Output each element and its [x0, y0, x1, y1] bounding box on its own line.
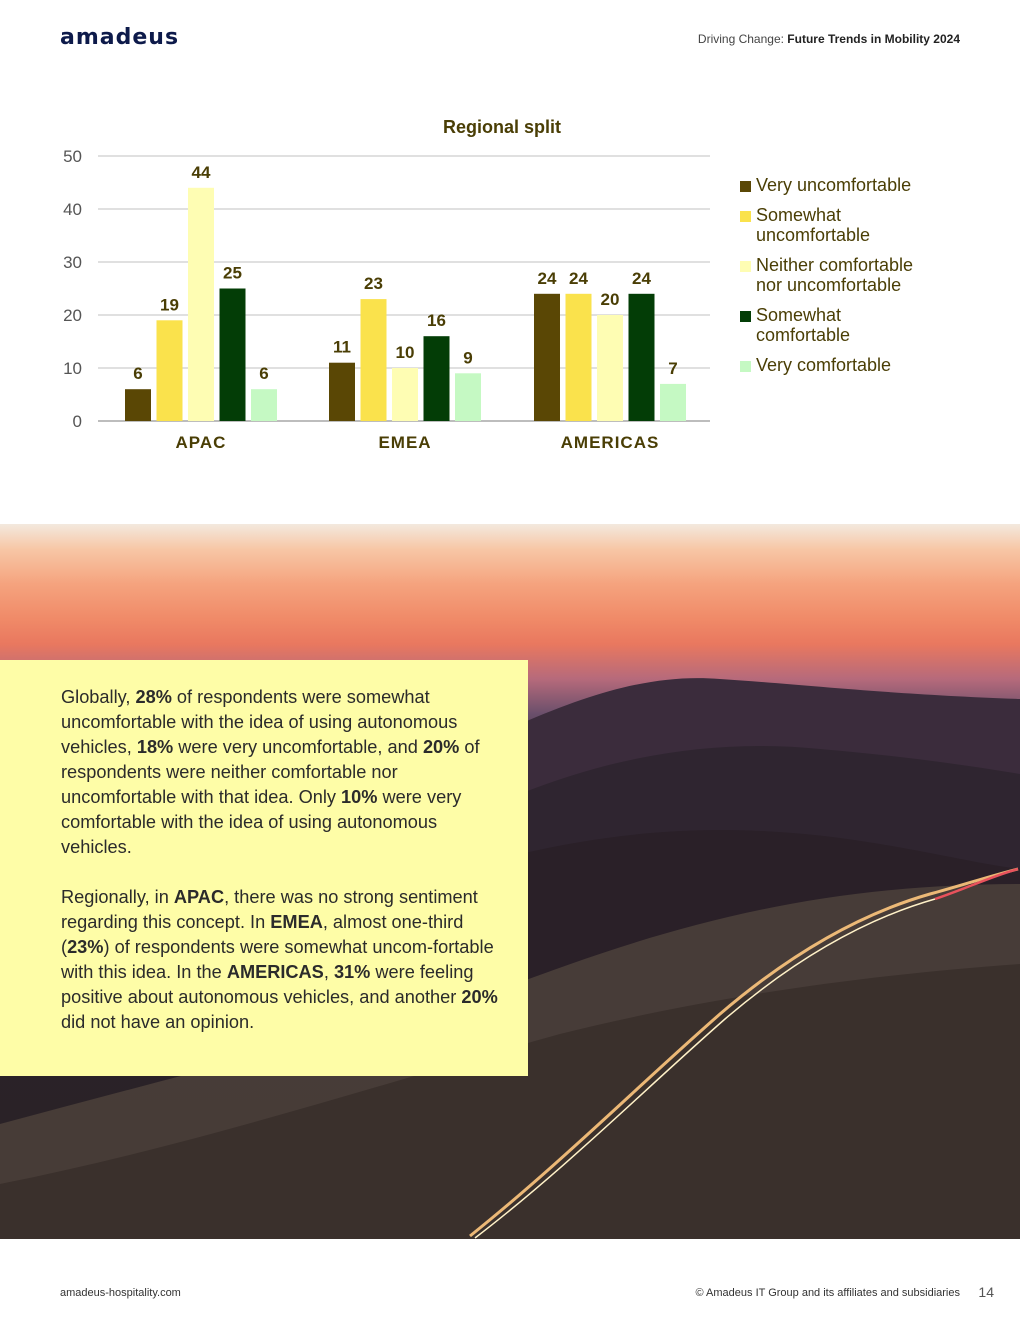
legend-item: [740, 355, 990, 375]
data-label: 23: [364, 274, 383, 294]
legend-label: uncomfortable: [756, 225, 871, 245]
text-run: were very comfortable with the idea of using autonomous vehicles.: [61, 787, 462, 857]
legend-label: Somewhat: [756, 305, 842, 325]
page-number: 14: [978, 1284, 994, 1300]
bar: [392, 368, 418, 421]
chart-legend: [740, 175, 990, 385]
summary-text: [61, 685, 506, 1060]
highlight-figure: 31%: [333, 962, 371, 982]
bar: [329, 363, 355, 421]
legend-swatch: [740, 211, 751, 222]
legend-label: Neither comfortable: [756, 255, 914, 275]
bar: [424, 336, 450, 421]
footer-website[interactable]: amadeus-hospitality.com: [60, 1287, 181, 1299]
data-label: 25: [223, 263, 242, 283]
text-run: Globally,: [61, 687, 136, 707]
y-tick-label: 40: [63, 200, 82, 219]
bar: [629, 294, 655, 421]
data-label: 44: [191, 162, 211, 182]
text-run: , there was no strong sentiment regarding this concept. In: [61, 887, 478, 932]
legend-swatch: [740, 311, 751, 322]
data-label: 19: [160, 295, 179, 315]
amadeus-logo: amadeus: [60, 25, 180, 50]
data-label: 9: [463, 348, 473, 368]
document-title-prefix: Driving Change:: [697, 32, 788, 46]
data-label: 7: [668, 358, 678, 378]
data-label: 11: [333, 337, 351, 357]
data-label: 20: [600, 290, 620, 309]
legend-swatch: [740, 361, 751, 372]
legend-item: [740, 255, 990, 295]
data-label: 6: [133, 364, 143, 384]
text-run: Regionally, in: [61, 887, 174, 907]
bar: [455, 373, 481, 421]
bar: [188, 188, 214, 421]
chart-title: Regional split: [442, 117, 562, 137]
bar: [251, 389, 277, 421]
data-label: 24: [569, 268, 588, 288]
bar: [597, 315, 623, 421]
text-run: , almost one-third (: [61, 912, 464, 957]
data-label: 16: [427, 311, 446, 331]
bar: [157, 320, 183, 421]
bar: [220, 289, 246, 422]
highlight-figure: 20%: [422, 737, 460, 757]
highlight-figure: 18%: [136, 737, 174, 757]
text-run: were very uncomfortable, and: [173, 737, 423, 757]
document-title-bold: Future Trends in Mobility 2024: [787, 32, 960, 46]
document-title: [698, 32, 960, 46]
legend-label: comfortable: [756, 325, 851, 345]
text-run: of respondents were somewhat uncomfortable with the idea of using autonomous vehicles,: [61, 687, 458, 757]
summary-paragraph: [61, 885, 506, 1035]
y-tick-label: 20: [63, 306, 82, 325]
bar: [361, 299, 387, 421]
legend-label: Somewhat: [756, 205, 842, 225]
legend-item: [740, 205, 990, 245]
highlight-figure: 28%: [135, 687, 172, 707]
y-tick-label: 30: [63, 253, 82, 272]
legend-label: nor uncomfortable: [756, 275, 902, 295]
legend-swatch: [740, 181, 751, 192]
data-label: 24: [537, 268, 557, 288]
data-label: 10: [395, 343, 415, 362]
summary-paragraph: [61, 685, 506, 860]
bar: [660, 384, 686, 421]
legend-swatch: [740, 261, 751, 272]
highlight-figure: 20%: [461, 987, 498, 1007]
text-run: ,: [323, 962, 334, 982]
bar: [534, 294, 560, 421]
legend-label: Very uncomfortable: [756, 175, 912, 195]
y-tick-label: 50: [63, 147, 82, 166]
category-label: AMERICAS: [560, 433, 660, 452]
category-label: APAC: [175, 433, 227, 452]
legend-item: [740, 175, 990, 195]
legend-label: Very comfortable: [756, 355, 892, 375]
data-label: 24: [632, 268, 651, 288]
highlight-figure: AMERICAS: [226, 962, 324, 982]
y-tick-label: 10: [63, 359, 82, 378]
summary-text-box: [0, 660, 528, 1076]
text-run: did not have an opinion.: [61, 1012, 255, 1032]
highlight-figure: APAC: [173, 887, 225, 907]
text-run: of respondents were neither comfortable nor uncomfortable with that idea. Only: [61, 737, 480, 807]
text-run: ) of respondents were somewhat uncom-fortable with this idea. In the: [61, 937, 494, 982]
bar: [125, 389, 151, 421]
y-tick-label: 0: [72, 412, 82, 431]
data-label: 6: [259, 364, 269, 384]
legend-item: [740, 305, 990, 345]
highlight-figure: 23%: [67, 937, 104, 957]
text-run: were feeling positive about autonomous vehicles, and another: [61, 962, 474, 1007]
highlight-figure: EMEA: [270, 912, 323, 932]
category-label: EMEA: [378, 433, 432, 452]
bar: [566, 294, 592, 421]
highlight-figure: 10%: [341, 787, 378, 807]
footer-copyright: © Amadeus IT Group and its affiliates and subsidiaries: [695, 1287, 960, 1299]
